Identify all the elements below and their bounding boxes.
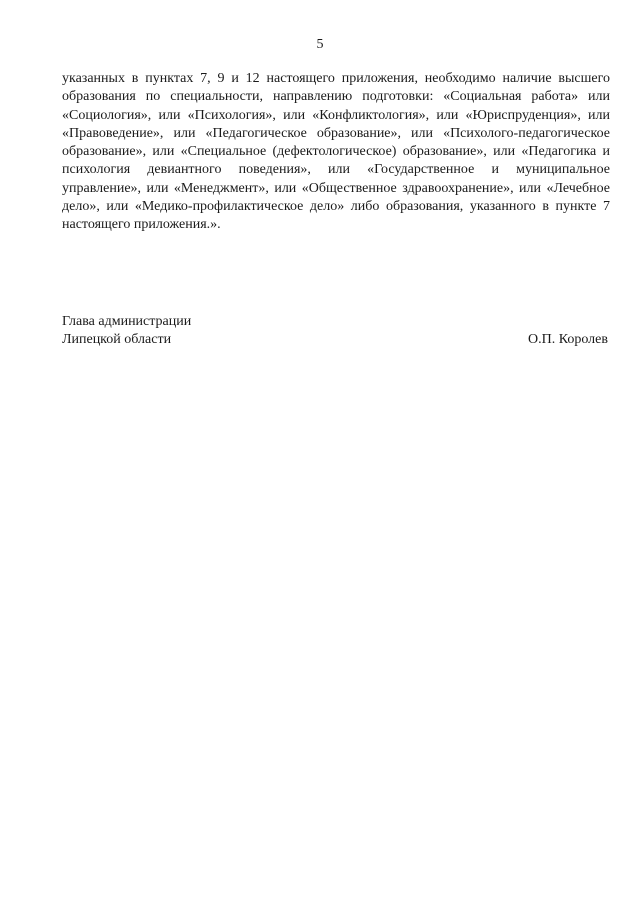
signature-line-1 xyxy=(62,313,610,331)
signatory-name: О.П. Королев xyxy=(528,332,608,347)
signature-line-2 xyxy=(62,331,610,349)
signatory-position-line1: Глава администрации xyxy=(62,314,192,329)
body-paragraph: указанных в пунктах 7, 9 и 12 настоящего приложения, необходимо наличие высшего образования по специальности, направлению подготовки: «Социальная работа» или «Социология», или «Психология», или «Конфликтология», или «Юриспруденция», или «Правоведение», или «Педагогическое образование», или «Психолого-педагогическое образование», или «Специальное (дефектологическое) образование», или «Педагогика и психология девиантного поведения», или «Государственное и муниципальное управление», или «Менеджмент», или «Общественное здравоохранение», или «Лечебное дело», или «Медико-профилактическое дело» либо образования, указанного в пункте 7 настоящего приложения.». xyxy=(62,71,610,233)
signatory-position-line2: Липецкой области xyxy=(62,332,172,347)
signature-block xyxy=(62,313,610,349)
page-number: 5 xyxy=(316,37,324,52)
